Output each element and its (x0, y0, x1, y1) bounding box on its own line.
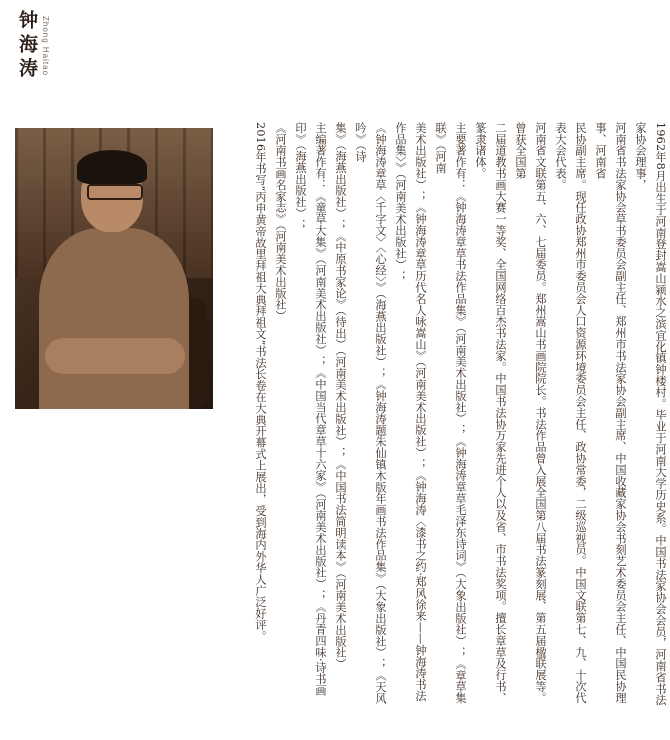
bio-line-8: 河南省文联第五、六、七届委员。郑州嵩山书画院院长。书法作品曾入展全国第八届书法篆刻展、第五届楹联展等。曾获全国第 (514, 122, 547, 704)
artist-name-vertical: 钟海涛 (16, 10, 38, 82)
artist-name-pinyin: Zhong Haitao (41, 16, 50, 77)
bio-line-1: 《河南书画名家志》（河南美术出版社） (274, 122, 287, 322)
bio-line-7: 二届道教书画大赛一等奖、全国网络百杰书法家。中国书法协万家先进个人以及省、市书法奖项。擅长章草及行书、篆隶诸体。 (474, 122, 507, 704)
bio-line-9: 民协副主席。现任政协郑州市委员会人口资源环境委员会主任、政协常委，二级巡视员。中国文联第七、九、十次代表大会代表。 (554, 122, 587, 704)
bio-line-3: 集》（海燕出版社）；《中原书家论》（待出）（河南美术出版社）；《中国书法简明读本》（河南美术出版社） (334, 122, 347, 670)
bio-line-4: 《钟海涛章草〈千字文〉〈心经〉》（海燕出版社）；《钟海涛题朱仙镇木版年画书法作品集》（大象出版社）；《天风吟》（诗 (354, 122, 387, 704)
bio-line-5: 美术出版社）；《钟海涛章草历代名人咏嵩山》（河南美术出版社）；《钟海涛〈漆书之约·郑风徐来——钟海涛书法作品集〉》（河南美术出版社）； (394, 122, 427, 702)
biography-text (250, 122, 670, 710)
photo-glasses (87, 184, 143, 200)
bio-line-6: 主要著作有：《钟海涛章草书法作品集》（河南美术出版社）；《钟海涛章草毛泽东诗词》（大象出版社）；《章草集联》（河南 (434, 122, 467, 704)
bio-line-0: 2016年书写“丙申黄帝故里拜祖大典拜祖文”书法长卷在大典开幕式上展出，受到海内外华人广泛好评。 (254, 122, 267, 642)
bio-line-10: 河南省书法家协会草书委员会副主任、郑州市书法家协会副主席、中国收藏家协会书刻艺术委员会主任、中国民协理事、河南省 (594, 122, 627, 704)
photo-shirt (39, 228, 189, 409)
bio-line-11: 1962年8月出生于河南登封嵩山颍水之滨宜化镇钟楼村。毕业于河南大学历史系。中国书法家协会会员，河南省书法家协会理事， (634, 122, 667, 706)
photo-hair (77, 150, 147, 184)
bio-line-2: 主编著作有：《童草大集》（河南美术出版社）；《中国当代章草十六家》（河南美术出版社）；《丹青四味·诗书画印》（海燕出版社）； (294, 122, 327, 696)
portrait-photo (15, 128, 213, 409)
photo-folded-arms (45, 338, 185, 374)
